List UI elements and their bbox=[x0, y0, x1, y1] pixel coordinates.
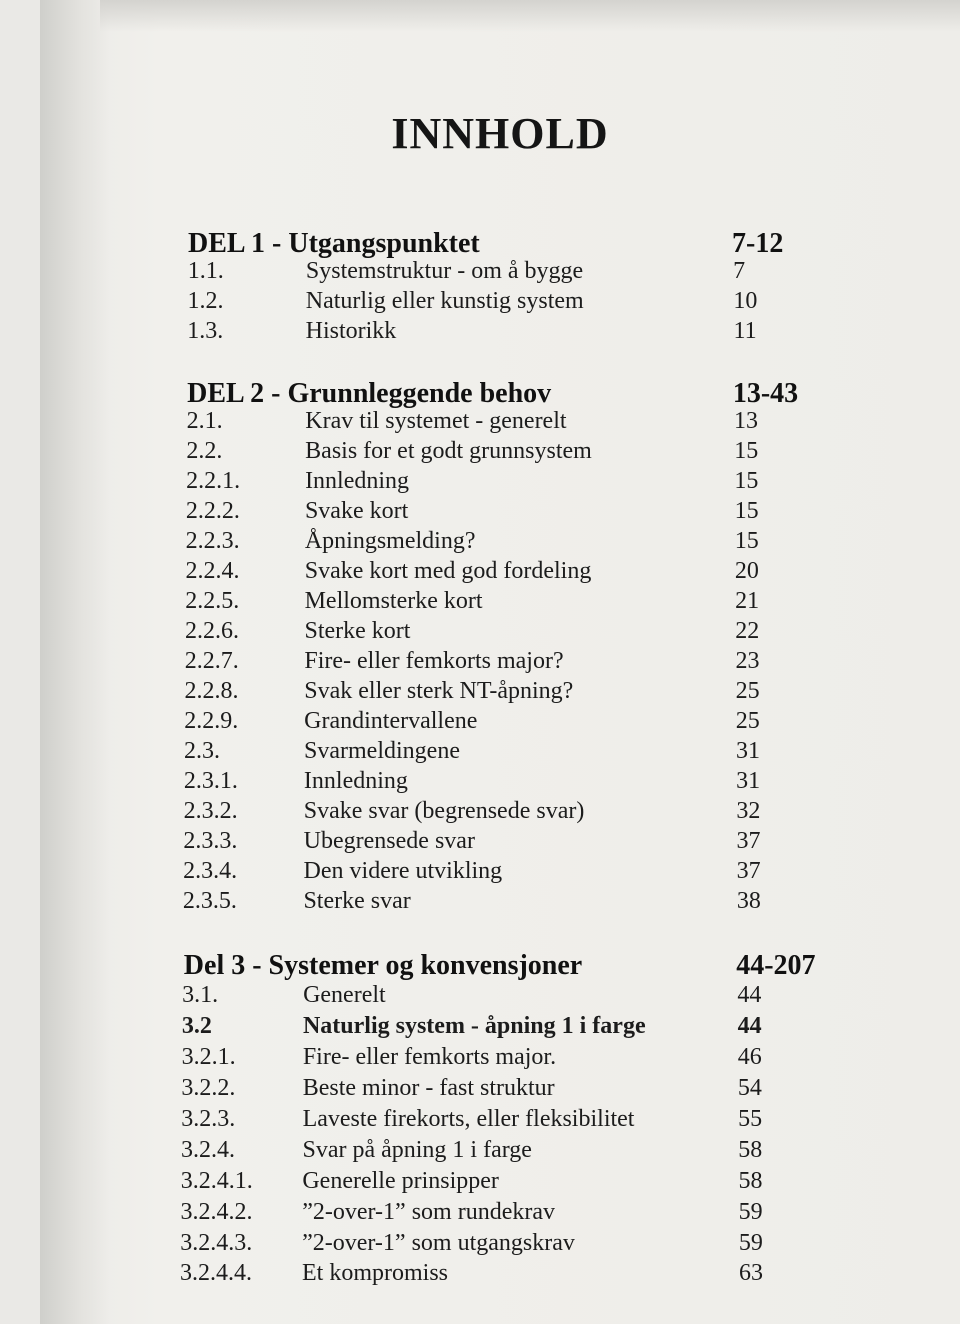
entry-page: 22 bbox=[735, 618, 760, 644]
entry-page: 15 bbox=[734, 498, 759, 524]
entry-title: Svake svar (begrensede svar) bbox=[303, 798, 585, 824]
entry-title: Innledning bbox=[303, 768, 408, 794]
entry-page: 13 bbox=[734, 408, 759, 434]
entry-number: 2.2.5. bbox=[185, 588, 240, 614]
entry-title: ”2-over-1” som utgangskrav bbox=[302, 1230, 575, 1256]
page-top-shadow bbox=[100, 0, 960, 32]
entry-page: 25 bbox=[735, 708, 760, 734]
entry-number: 2.2.3. bbox=[185, 528, 240, 554]
entry-page: 58 bbox=[738, 1137, 763, 1163]
entry-page: 46 bbox=[737, 1044, 762, 1070]
entry-page: 25 bbox=[735, 678, 760, 704]
entry-page: 58 bbox=[738, 1168, 763, 1194]
entry-number: 1.2. bbox=[187, 288, 224, 314]
entry-page: 59 bbox=[738, 1230, 763, 1256]
entry-number: 2.2.2. bbox=[185, 498, 240, 524]
entry-page: 23 bbox=[735, 648, 760, 674]
entry-title: Systemstruktur - om å bygge bbox=[305, 258, 584, 284]
part-page-range: 13-43 bbox=[732, 378, 799, 409]
entry-title: Svak eller sterk NT-åpning? bbox=[304, 678, 574, 704]
entry-title: Mellomsterke kort bbox=[304, 588, 483, 614]
entry-title: Generelle prinsipper bbox=[302, 1168, 499, 1194]
entry-number: 3.2.4. bbox=[180, 1137, 235, 1163]
entry-title: Grandintervallene bbox=[304, 708, 478, 734]
entry-number: 2.2.6. bbox=[184, 618, 239, 644]
entry-title: Åpningsmelding? bbox=[304, 528, 476, 554]
entry-number: 2.3. bbox=[184, 738, 221, 764]
entry-title: Svake kort bbox=[304, 498, 409, 524]
part-title: DEL 2 - Grunnleggende behov bbox=[187, 378, 552, 409]
entry-page: 59 bbox=[738, 1199, 763, 1225]
entry-title: Sterke svar bbox=[303, 888, 411, 914]
entry-title: Krav til systemet - generelt bbox=[305, 408, 567, 434]
entry-page: 7 bbox=[733, 258, 746, 284]
entry-page: 15 bbox=[734, 438, 759, 464]
entry-number: 2.2.9. bbox=[184, 708, 239, 734]
entry-number: 3.2.3. bbox=[181, 1106, 236, 1132]
entry-number: 3.2 bbox=[181, 1013, 212, 1039]
entry-page: 37 bbox=[736, 858, 761, 884]
entry-number: 2.3.2. bbox=[183, 798, 238, 824]
entry-number: 2.2.8. bbox=[184, 678, 239, 704]
entry-page: 21 bbox=[735, 588, 760, 614]
entry-page: 15 bbox=[734, 468, 759, 494]
entry-number: 2.2.1. bbox=[186, 468, 241, 494]
entry-title: Svarmeldingene bbox=[304, 738, 460, 764]
entry-number: 1.3. bbox=[187, 318, 224, 344]
entry-number: 2.3.4. bbox=[183, 858, 238, 884]
entry-title: Den videre utvikling bbox=[303, 858, 503, 884]
entry-page: 44 bbox=[737, 1013, 762, 1039]
entry-page: 11 bbox=[733, 318, 757, 344]
entry-number: 2.2.4. bbox=[185, 558, 240, 584]
entry-number: 2.3.1. bbox=[183, 768, 238, 794]
entry-title: Laveste firekorts, eller fleksibilitet bbox=[302, 1106, 635, 1132]
entry-number: 1.1. bbox=[187, 258, 224, 284]
entry-title: Ubegrensede svar bbox=[303, 828, 475, 854]
entry-page: 37 bbox=[736, 828, 761, 854]
part-page-range: 7-12 bbox=[732, 228, 784, 259]
page-title: INNHOLD bbox=[391, 109, 609, 158]
entry-title: Svake kort med god fordeling bbox=[304, 558, 592, 584]
entry-number: 2.1. bbox=[186, 408, 223, 434]
entry-number: 3.2.4.2. bbox=[180, 1199, 253, 1225]
entry-number: 2.3.5. bbox=[182, 888, 237, 914]
part-page-range: 44-207 bbox=[736, 950, 816, 981]
entry-page: 44 bbox=[737, 982, 762, 1008]
entry-title: Fire- eller femkorts major? bbox=[304, 648, 564, 674]
entry-page: 20 bbox=[734, 558, 759, 584]
entry-title: ”2-over-1” som rundekrav bbox=[302, 1199, 555, 1225]
entry-title: Fire- eller femkorts major. bbox=[302, 1044, 557, 1070]
entry-number: 3.2.4.3. bbox=[180, 1230, 253, 1256]
part-title: DEL 1 - Utgangspunktet bbox=[188, 228, 480, 259]
entry-number: 2.2.7. bbox=[184, 648, 239, 674]
part-title: Del 3 - Systemer og konvensjoner bbox=[183, 950, 583, 981]
entry-title: Beste minor - fast struktur bbox=[302, 1075, 555, 1101]
entry-title: Historikk bbox=[305, 318, 397, 344]
entry-page: 31 bbox=[736, 768, 761, 794]
entry-title: Naturlig system - åpning 1 i farge bbox=[302, 1013, 646, 1039]
entry-page: 63 bbox=[739, 1260, 763, 1286]
entry-number: 3.2.2. bbox=[181, 1075, 236, 1101]
entry-title: Naturlig eller kunstig system bbox=[305, 288, 584, 314]
entry-number: 2.3.3. bbox=[183, 828, 238, 854]
entry-number: 3.2.1. bbox=[181, 1044, 236, 1070]
entry-title: Svar på åpning 1 i farge bbox=[302, 1137, 532, 1163]
entry-title: Basis for et godt grunnsystem bbox=[305, 438, 592, 464]
page-gutter-shadow bbox=[40, 0, 110, 1324]
entry-title: Innledning bbox=[305, 468, 410, 494]
entry-page: 55 bbox=[738, 1106, 763, 1132]
entry-number: 2.2. bbox=[186, 438, 223, 464]
entry-number: 3.1. bbox=[182, 982, 219, 1008]
entry-page: 31 bbox=[735, 738, 760, 764]
entry-page: 38 bbox=[736, 888, 761, 914]
entry-page: 10 bbox=[733, 288, 758, 314]
entry-title: Generelt bbox=[303, 982, 386, 1008]
entry-page: 32 bbox=[736, 798, 761, 824]
entry-number: 3.2.4.4. bbox=[180, 1260, 252, 1286]
entry-page: 15 bbox=[734, 528, 759, 554]
entry-title: Sterke kort bbox=[304, 618, 411, 644]
entry-page: 54 bbox=[737, 1075, 762, 1101]
entry-title: Et kompromiss bbox=[302, 1260, 449, 1286]
entry-number: 3.2.4.1. bbox=[180, 1168, 253, 1194]
